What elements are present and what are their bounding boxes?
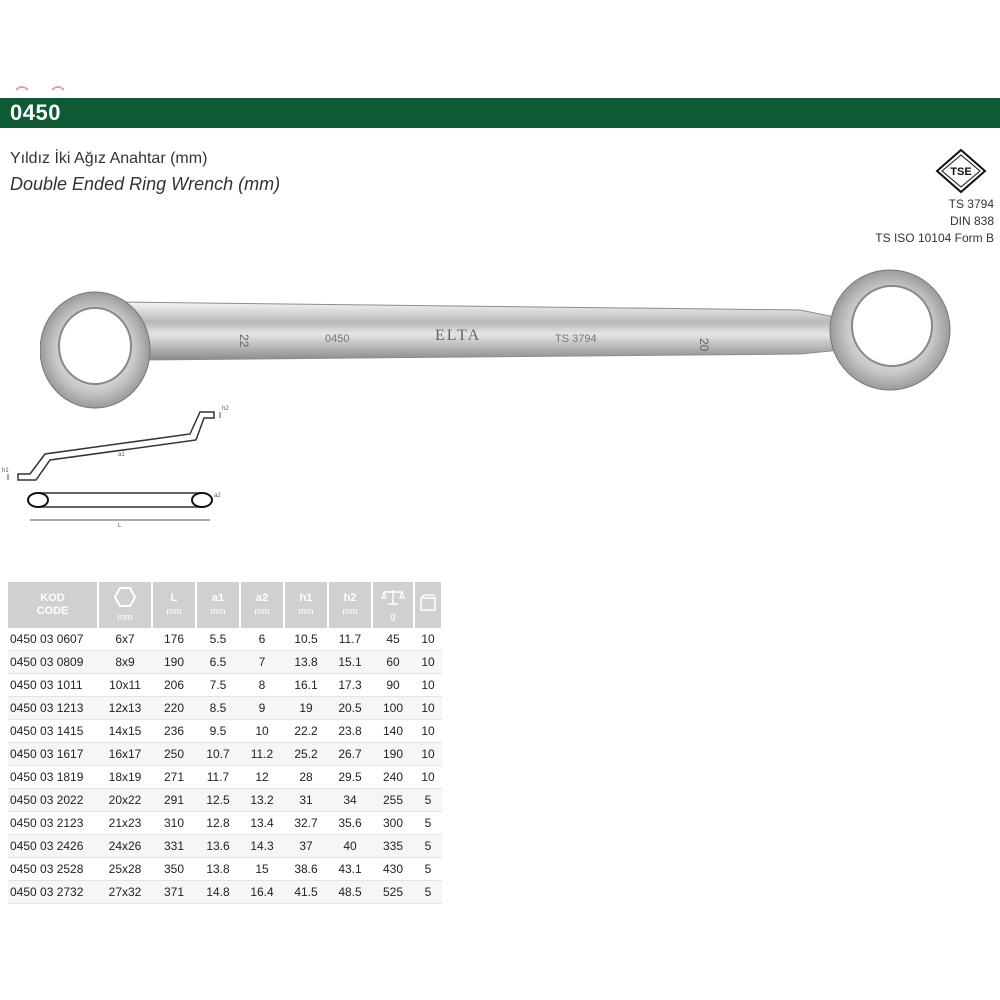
header-h2: h2 mm [328,582,372,628]
spec-table [8,582,443,904]
wrench-photo [40,250,960,420]
hexagon-icon [114,587,136,607]
cell-a1: 10.7 [196,743,240,766]
cell-h1: 32.7 [284,812,328,835]
diagram-label-a1: a1 [118,452,125,458]
cell-h2: 23.8 [328,720,372,743]
standards-list [875,196,994,247]
header-length: L mm [152,582,196,628]
cell-weight: 45 [372,628,414,651]
cell-code: 0450 03 1617 [8,743,98,766]
table-row [8,720,442,743]
table-row [8,697,442,720]
diagram-label-l: L [118,523,122,529]
cell-h1: 38.6 [284,858,328,881]
header-bar [0,98,1000,128]
cell-a2: 16.4 [240,881,284,904]
cell-a1: 13.8 [196,858,240,881]
cell-a2: 10 [240,720,284,743]
cell-pack: 10 [414,720,442,743]
cell-length: 371 [152,881,196,904]
cell-weight: 335 [372,835,414,858]
cell-a1: 12.5 [196,789,240,812]
cell-size: 8x9 [98,651,152,674]
cell-pack: 5 [414,789,442,812]
header-a2: a2 mm [240,582,284,628]
cell-weight: 190 [372,743,414,766]
header-weight: g [372,582,414,628]
cell-size: 16x17 [98,743,152,766]
cell-weight: 430 [372,858,414,881]
cell-h2: 15.1 [328,651,372,674]
cell-pack: 10 [414,674,442,697]
cell-a2: 13.4 [240,812,284,835]
cell-a1: 6.5 [196,651,240,674]
wrench-mark-size-left: 22 [237,334,251,348]
cell-a1: 11.7 [196,766,240,789]
cell-code: 0450 03 2022 [8,789,98,812]
cell-h1: 28 [284,766,328,789]
cell-a1: 5.5 [196,628,240,651]
cell-h2: 20.5 [328,697,372,720]
cell-weight: 300 [372,812,414,835]
table-row [8,674,442,697]
cell-a2: 14.3 [240,835,284,858]
tse-logo-icon [935,148,987,194]
technical-drawing [0,400,240,530]
table-header-row [8,582,442,628]
table-row [8,858,442,881]
cell-pack: 5 [414,812,442,835]
cell-code: 0450 03 1415 [8,720,98,743]
cell-h1: 25.2 [284,743,328,766]
cell-a1: 13.6 [196,835,240,858]
cell-code: 0450 03 2732 [8,881,98,904]
cell-length: 350 [152,858,196,881]
cell-length: 310 [152,812,196,835]
cell-weight: 90 [372,674,414,697]
cell-weight: 100 [372,697,414,720]
cell-weight: 525 [372,881,414,904]
cell-h1: 41.5 [284,881,328,904]
table-row [8,628,442,651]
decorative-marks [14,84,74,94]
cell-weight: 60 [372,651,414,674]
cell-code: 0450 03 0607 [8,628,98,651]
cell-a2: 8 [240,674,284,697]
cell-pack: 10 [414,628,442,651]
cell-a2: 11.2 [240,743,284,766]
cell-h2: 43.1 [328,858,372,881]
cell-a2: 12 [240,766,284,789]
table-row [8,881,442,904]
cell-pack: 5 [414,858,442,881]
table-body [8,628,442,904]
cell-h2: 17.3 [328,674,372,697]
table-row [8,812,442,835]
wrench-mark-size-right: 20 [697,338,711,352]
cell-pack: 10 [414,651,442,674]
cell-size: 25x28 [98,858,152,881]
title-english: Double Ended Ring Wrench (mm) [10,174,281,194]
cell-size: 6x7 [98,628,152,651]
cell-pack: 5 [414,835,442,858]
wrench-brand: ELTA [435,327,482,344]
standard-ts: TS 3794 [948,197,994,211]
cell-a2: 6 [240,628,284,651]
diagram-label-h1: h1 [2,468,9,474]
cell-code: 0450 03 1213 [8,697,98,720]
cell-a2: 9 [240,697,284,720]
header-size: mm [98,582,152,628]
cell-size: 14x15 [98,720,152,743]
cell-pack: 10 [414,697,442,720]
wrench-mark-code: 0450 [325,333,350,345]
cell-length: 271 [152,766,196,789]
cell-h1: 13.8 [284,651,328,674]
cell-weight: 255 [372,789,414,812]
cell-h1: 19 [284,697,328,720]
cell-length: 220 [152,697,196,720]
cell-h2: 40 [328,835,372,858]
table-row [8,651,442,674]
cell-length: 291 [152,789,196,812]
cell-h1: 31 [284,789,328,812]
cell-size: 12x13 [98,697,152,720]
cell-size: 24x26 [98,835,152,858]
cell-pack: 10 [414,766,442,789]
standard-iso: TS ISO 10104 Form B [875,231,994,245]
cell-length: 190 [152,651,196,674]
cell-length: 250 [152,743,196,766]
diagram-label-a2: a2 [214,493,221,499]
table-row [8,835,442,858]
scale-icon [381,588,405,606]
diagram-label-h2: h2 [222,406,229,412]
cell-pack: 5 [414,881,442,904]
cell-size: 20x22 [98,789,152,812]
cell-a2: 13.2 [240,789,284,812]
cell-code: 0450 03 1011 [8,674,98,697]
cell-a1: 12.8 [196,812,240,835]
table-row [8,789,442,812]
cell-h2: 34 [328,789,372,812]
cell-size: 21x23 [98,812,152,835]
cell-size: 18x19 [98,766,152,789]
cell-a1: 7.5 [196,674,240,697]
cell-code: 0450 03 2123 [8,812,98,835]
wrench-mark-standard: TS 3794 [555,333,597,345]
cell-code: 0450 03 1819 [8,766,98,789]
standard-din: DIN 838 [949,214,994,228]
cell-length: 331 [152,835,196,858]
cell-h2: 29.5 [328,766,372,789]
cell-size: 27x32 [98,881,152,904]
cell-code: 0450 03 2528 [8,858,98,881]
cell-h2: 48.5 [328,881,372,904]
title-turkish: Yıldız İki Ağız Anahtar (mm) [10,150,208,167]
cell-weight: 140 [372,720,414,743]
cell-length: 176 [152,628,196,651]
cell-h2: 35.6 [328,812,372,835]
header-code: KOD CODE [8,582,98,628]
cell-a2: 15 [240,858,284,881]
cell-h1: 16.1 [284,674,328,697]
cell-h2: 11.7 [328,628,372,651]
cell-pack: 10 [414,743,442,766]
cell-length: 206 [152,674,196,697]
table-row [8,743,442,766]
box-icon [419,594,437,612]
cell-length: 236 [152,720,196,743]
cell-a1: 14.8 [196,881,240,904]
header-pack [414,582,442,628]
cell-code: 0450 03 2426 [8,835,98,858]
cell-weight: 240 [372,766,414,789]
cell-a1: 9.5 [196,720,240,743]
cell-h1: 22.2 [284,720,328,743]
cell-h1: 10.5 [284,628,328,651]
cell-a2: 7 [240,651,284,674]
cell-a1: 8.5 [196,697,240,720]
cell-h2: 26.7 [328,743,372,766]
header-a1: a1 mm [196,582,240,628]
cell-h1: 37 [284,835,328,858]
table-row [8,766,442,789]
product-code: 0450 [10,100,61,125]
header-h1: h1 mm [284,582,328,628]
cell-size: 10x11 [98,674,152,697]
tse-logo-text: TSE [950,166,972,178]
cell-code: 0450 03 0809 [8,651,98,674]
